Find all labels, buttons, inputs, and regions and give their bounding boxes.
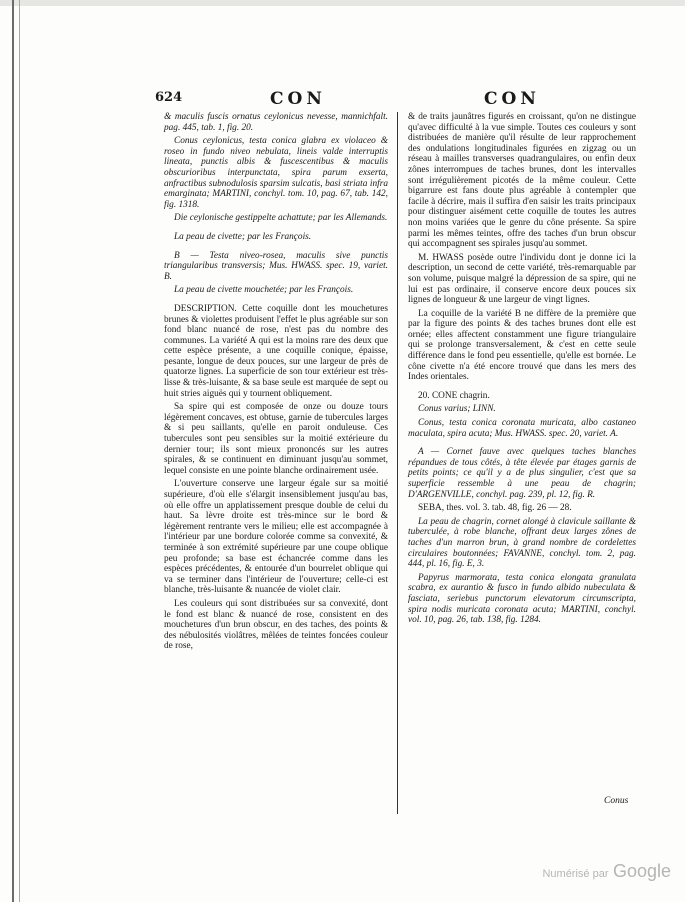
variety-a-heading: A — Cornet fauve avec quelques taches blanches répandues de tous côtés, à tête élevée par étages garnis de petits points; ce qu'il y a de plus singulier, c'est que sa superficie ressemble à une peau de chagrin; D'ARGENVILLE, conchyl. pag. 239, pl. 12, fig. R.	[408, 447, 636, 500]
paragraph: La coquille de la variété B ne diffère de la première que par la figure des points & des taches brunes dont elle est ornée; elles affectent constamment une figure triangulaire qui se prolonge transversalement, & c'est en cette seule différence dans le fond peu essentielle, qu'elle est bornée. Le cône civette n'a été encore trouvé que dans les mers des Indes orientales.	[408, 308, 636, 383]
paragraph: Papyrus marmorata, testa conica elongata granulata scabra, ex aurantio & fusco in fundo albido nubeculata & fasciata, seriebus punctorum elevatorum circumscripta, spira nodis muricata coronata acuta; MARTINI, conchyl. vol. 10, pag. 26, tab. 138, fig. 1284.	[408, 572, 636, 626]
variety-b-heading: B — Testa niveo-rosea, maculis sive punctis triangularibus transversis; Mus. HWASS. spec. 19, variet. B.	[164, 250, 388, 282]
paragraph: La peau de civette; par les François.	[174, 231, 312, 242]
page-number: 624	[155, 90, 183, 105]
running-header-left: CON	[270, 89, 326, 109]
paragraph: & maculis fuscis ornatus ceylonicus nevesse, mannichfalt. pag. 445, tab. 1, fig. 20.	[164, 112, 388, 133]
paragraph: SEBA, thes. vol. 3. tab. 48, fig. 26 — 28.	[418, 503, 572, 514]
column-divider	[397, 112, 398, 814]
paragraph: La peau de civette mouchetée; par les François.	[174, 285, 354, 296]
species-heading: 20. CONE chagrin.	[418, 390, 490, 401]
paragraph: La peau de chagrin, cornet alongé à clavicule saillante & tuberculée, à robe blanche, offrant deux larges zônes de taches d'un marron brun, à grand nombre de cordelettes circulaires boutonnées; FAVANNE, conchyl. tom. 2, pag. 444, pl. 16, fig. E, 3.	[408, 516, 636, 570]
paragraph: Les couleurs qui sont distribuées sur sa convexité, dont le fond est blanc & nuancé de rose, consistent en des mouchetures d'un brun obscur, en des taches, des points & des nébulosités violâtres, mêlées de teintes foncées couleur de rose,	[164, 598, 388, 652]
paragraph: Sa spire qui est composée de onze ou douze tours légèrement concaves, est obtuse, garnie de tubercules larges & si peu saillants, qu'elle en paroit onduleuse. Ces tubercules sont peu sensibles sur la moitié extérieure du dernier tour; ils sont mieux prononcés sur les autres spirales, & se continuent en diminuant jusqu'au sommet, lequel consiste en une pointe blanche ordinairement usée.	[164, 402, 388, 476]
paragraph: Conus, testa conica coronata muricata, albo castaneo maculata, spira acuta; Mus. HWASS. spec. 20, variet. A.	[408, 418, 636, 439]
paragraph: L'ouverture conserve une largeur égale sur sa moitié supérieure, d'où elle s'élargit insensiblement jusqu'au bas, où elle offre un applatissement presque double de celui du haut. Sa lèvre droite est très-mince sur le bord & légèrement rentrante vers le milieu; elle est accompagnée à l'intérieur par une bordure colorée comme sa convexité, & terminée à son extrémité supérieure par une coupe oblique peu profonde; sa base est échancrée comme dans les espèces précédentes, & entourée d'un bourrelet oblique qui va se terminer dans l'intérieur de l'ouverture; celle-ci est blanche, très-luisante & nuancée de violet clair.	[164, 479, 388, 596]
watermark-prefix: Numérisé par	[542, 868, 609, 880]
paragraph: Die ceylonische gestippelte achattute; par les Allemands.	[174, 213, 388, 224]
binding-edge	[12, 0, 14, 902]
paragraph: & de traits jaunâtres figurés en croissant, qu'on ne distingue qu'avec difficulté à la vue simple. Toutes ces couleurs y sont distribuées de manière qu'il résulte de leur rapprochement des ondulations longitudinales figurées en zigzag ou un réseau à mailles transverses quadrangulaires, ou enfin deux zônes interrompues de taches brunes, dont les intervalles sont irrégulièrement picotés de la même couleur. Cette bigarrure est fans doute plus agréable à contempler que facile à décrire, mais il suffira d'en saisir les traits principaux pour distinguer aisément cette coquille de toutes les autres non moins variées que le genre du cône présente. Sa spire parmi les mêmes teintes, offre des taches d'un brun obscur qui accompagnent ses spirales jusqu'au sommet.	[408, 112, 636, 250]
digitization-watermark	[542, 861, 671, 882]
paragraph: Conus varius; LINN.	[418, 404, 496, 415]
paragraph: M. HWASS posède outre l'individu dont je donne ici la description, un second de cette variété, très-remarquable par son volume, puisque malgré la dépression de sa spire, qui ne lui est pas ordinaire, il conserve encore deux pouces six lignes de longueur & une largeur de vingt lignes.	[408, 252, 636, 306]
description-paragraph: DESCRIPTION. Cette coquille dont les mouchetures brunes & violettes produisent l'effet le plus agréable sur son fond blanc nuancé de rose, n'est pas du nombre des communes. La variété A qui est la moins rare des deux que cette espèce présente, a une coquille conique, épaisse, pesante, longue de deux pouces, sur une largeur de près de quatorze lignes. La superficie de son tour extérieur est très-lisse & très-luisante, & sa base seule est marquée de sept ou huit stries aiguës qui y tournent obliquement.	[164, 303, 388, 399]
watermark-brand: Google	[612, 861, 671, 881]
top-edge-shadow	[0, 0, 685, 6]
running-header-right: CON	[484, 89, 540, 109]
binding-edge-inner	[19, 0, 20, 902]
right-column	[408, 112, 636, 629]
paragraph: Conus ceylonicus, testa conica glabra ex violaceo & roseo in fundo niveo nebulata, lineis valde interruptis lineata, punctis albis & fuscescentibus & maculis obscurioribus interpunctata, spira parum exserta, anfractibus subnodulosis sparsim sulcatis, basi striata infra emarginata; MARTINI, conchyl. tom. 10, pag. 67, tab. 142, fig. 1318.	[164, 136, 388, 210]
left-column	[164, 112, 388, 655]
catchword: Conus	[604, 796, 629, 806]
